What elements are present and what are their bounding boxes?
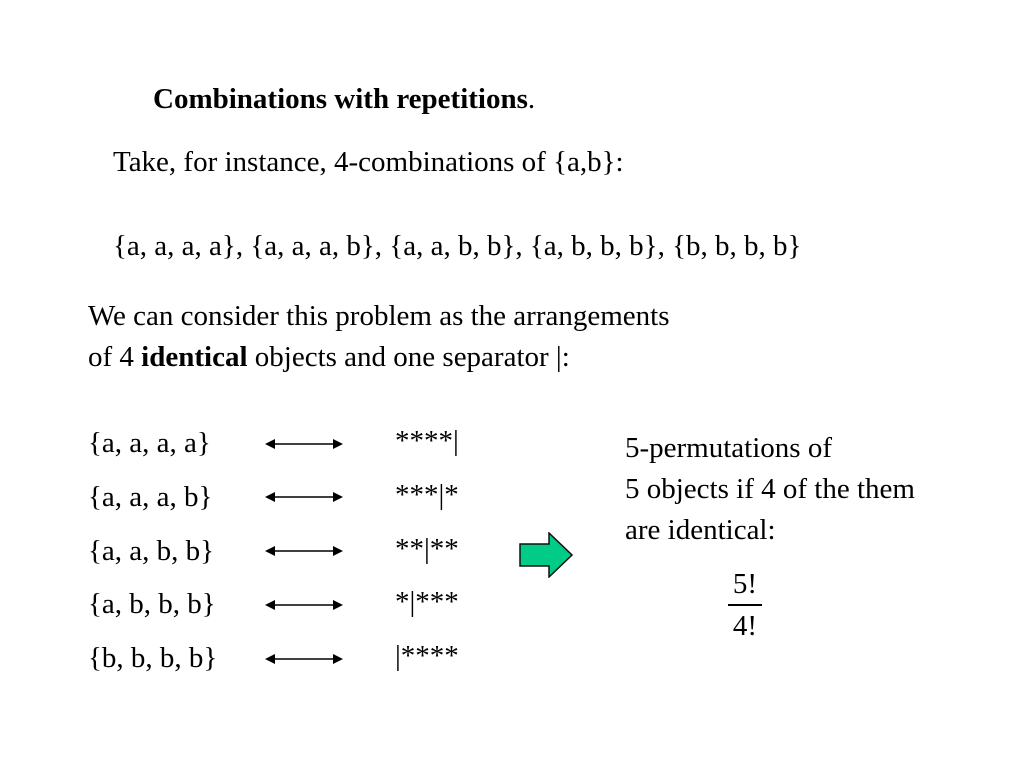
- slide-title: [153, 82, 535, 117]
- permutation-note: [625, 428, 915, 551]
- row-code-5: |****: [395, 640, 459, 672]
- permutation-note-line-2: 5 objects if 4 of the them: [625, 473, 915, 505]
- slide-title-period: .: [527, 83, 536, 115]
- row-code-1: ****|: [395, 425, 459, 457]
- row-combination-3: {a, a, b, b}: [88, 535, 215, 567]
- row-code-3: **|**: [395, 533, 459, 565]
- double-headed-arrow-icon: [265, 490, 343, 504]
- explanation-line-2: [88, 337, 670, 378]
- explanation-text: [88, 296, 670, 378]
- double-headed-arrow-icon: [265, 544, 343, 558]
- row-combination-1: {a, a, a, a}: [88, 427, 211, 459]
- slide-title-bold: Combinations with repetitions: [153, 83, 528, 115]
- row-combination-2: {a, a, a, b}: [88, 481, 213, 513]
- permutation-note-line-1: 5-permutations of: [625, 432, 832, 464]
- right-block-arrow-icon: [519, 532, 573, 578]
- row-combination-5: {b, b, b, b}: [88, 642, 218, 674]
- double-headed-arrow-icon: [265, 437, 343, 451]
- double-headed-arrow-icon: [265, 652, 343, 666]
- intro-text: Take, for instance, 4-combinations of {a,b}:: [113, 146, 624, 178]
- explanation-line-2-pre: of 4: [88, 341, 142, 373]
- explanation-identical-bold: identical: [141, 341, 248, 373]
- combination-set-list: {a, a, a, a}, {a, a, a, b}, {a, a, b, b}, {a, b, b, b}, {b, b, b, b}: [113, 230, 802, 262]
- explanation-line-1: We can consider this problem as the arrangements: [88, 300, 670, 332]
- permutation-note-line-3: are identical:: [625, 514, 776, 546]
- row-code-2: ***|*: [395, 479, 459, 511]
- fraction-numerator: 5!: [732, 568, 758, 600]
- fraction-denominator: 4!: [732, 609, 758, 642]
- explanation-line-2-post: objects and one separator |:: [247, 341, 570, 373]
- row-code-4: *|***: [395, 586, 459, 618]
- factorial-fraction: [728, 566, 762, 644]
- row-combination-4: {a, b, b, b}: [88, 588, 216, 620]
- double-headed-arrow-icon: [265, 598, 343, 612]
- fraction-bar: [728, 604, 762, 606]
